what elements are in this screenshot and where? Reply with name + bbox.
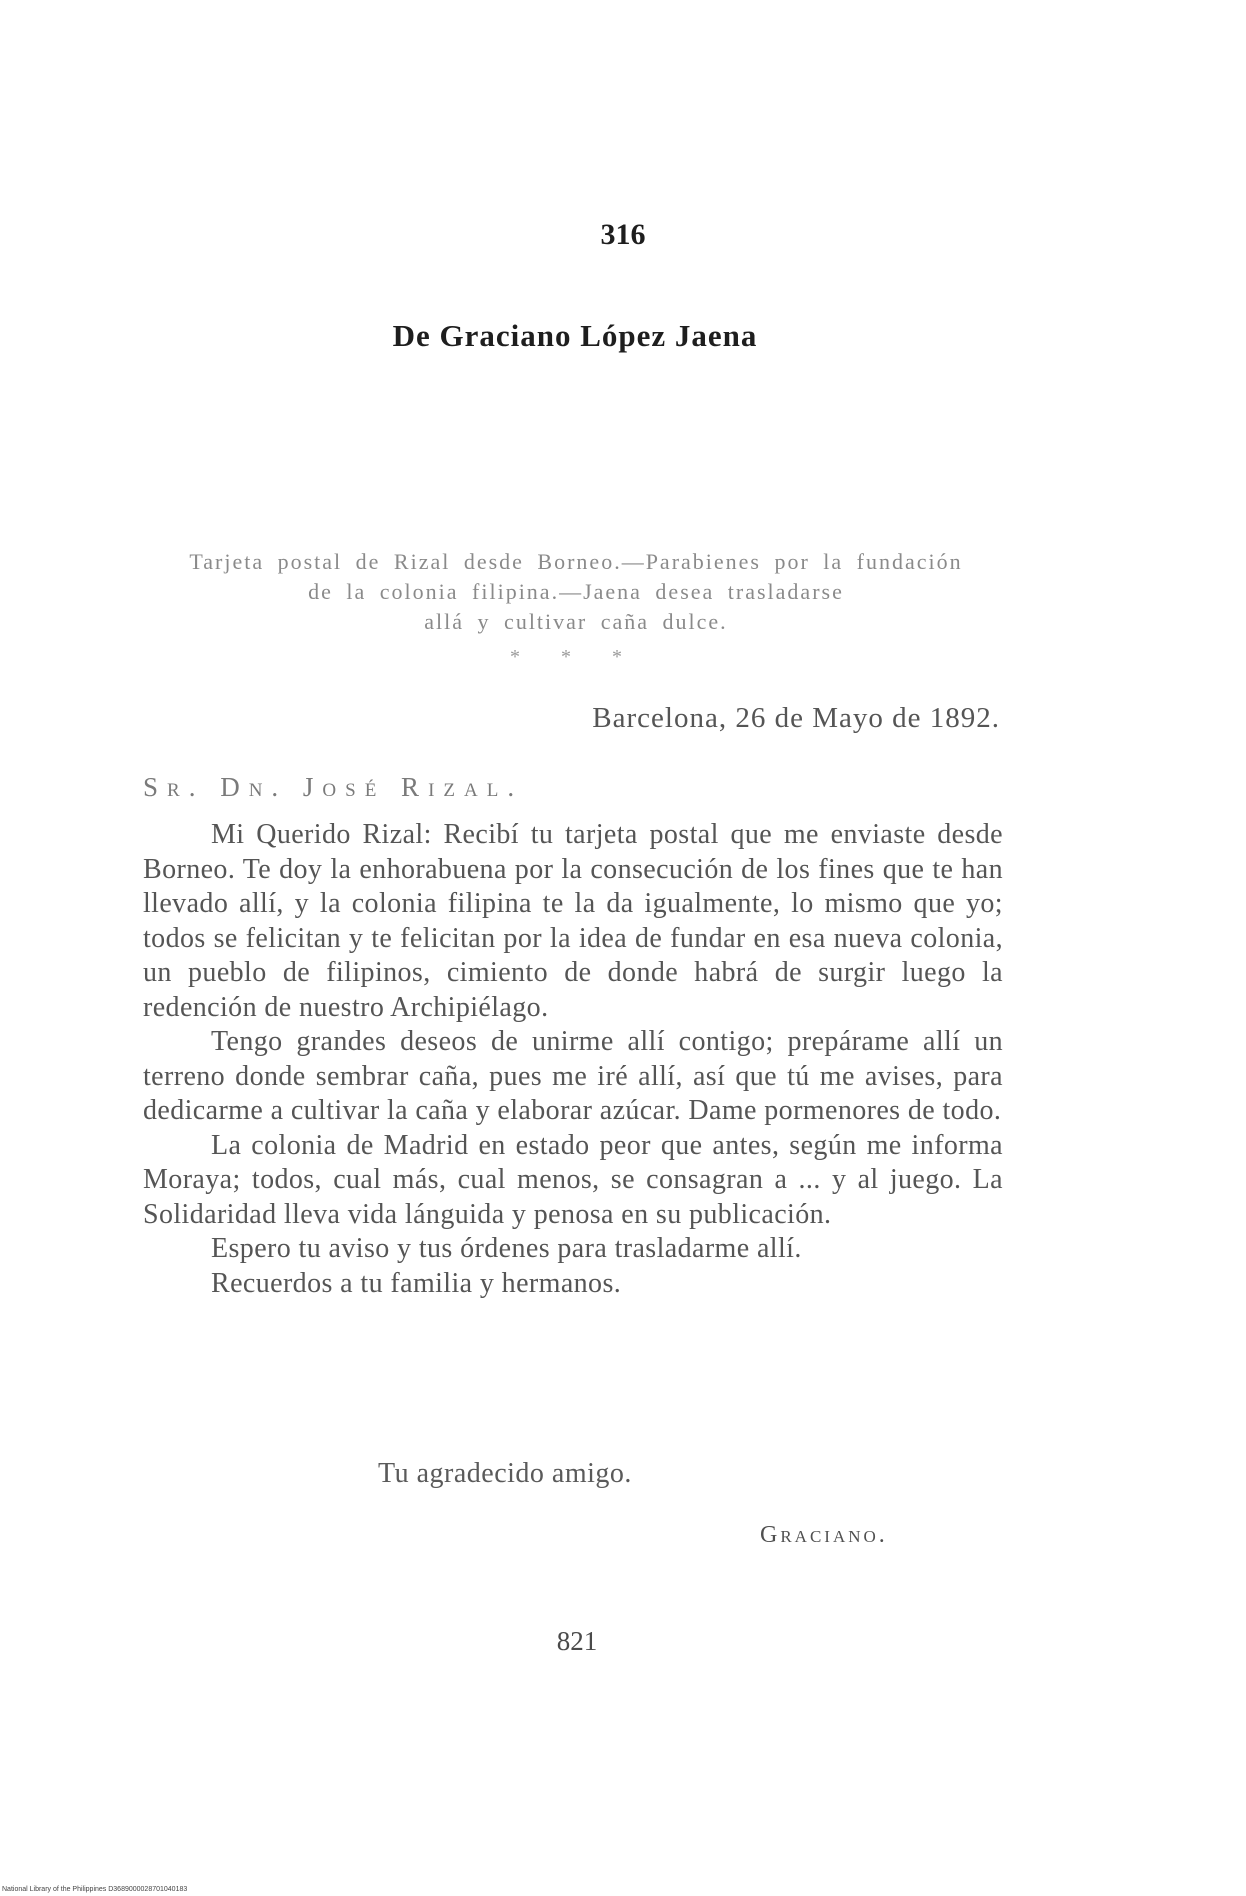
body-paragraph: Mi Querido Rizal: Recibí tu tarjeta postal que me enviaste desde Borneo. Te doy la enhorabuena por la consecución de los fines que te han llevado allí, y la colonia filipina te la da igualmente, lo mismo que yo; todos se felicitan y te felicitan por la idea de fundar en esa nueva colonia, un pueblo de filipinos, cimiento de donde habrá de surgir luego la redención de nuestro Archipiélago.: [143, 819, 1003, 1023]
body-paragraph: Espero tu aviso y tus órdenes para trasladarme allí.: [211, 1233, 802, 1264]
place-date: Barcelona, 26 de Mayo de 1892.: [592, 702, 1000, 734]
letter-title: De Graciano López Jaena: [392, 318, 758, 353]
letter-number: 316: [600, 218, 646, 251]
salutation: Sr. Dn. José Rizal.: [143, 772, 524, 802]
scan-credit: National Library of the Philippines D3689000028701040183: [2, 1886, 188, 1893]
summary-line: Tarjeta postal de Rizal desde Borneo.—Parabienes por la fundación: [189, 549, 963, 574]
page-number: 821: [556, 1626, 598, 1656]
closing: Tu agradecido amigo.: [378, 1458, 632, 1489]
signature: Graciano.: [760, 1522, 888, 1548]
section-separator: * * *: [510, 646, 640, 668]
body-paragraph: La colonia de Madrid en estado peor que antes, según me informa Moraya; todos, cual más, cual menos, se consagran a ... y al juego. La Solidaridad lleva vida lánguida y penosa en su publicación.: [143, 1129, 1003, 1230]
body-paragraph: Recuerdos a tu familia y hermanos.: [211, 1267, 622, 1299]
body-paragraph: Tengo grandes deseos de unirme allí contigo; prepárame allí un terreno donde sembrar caña, pues me iré allí, así que tú me avises, para dedicarme a cultivar la caña y elaborar azúcar. Dame pormenores de todo.: [143, 1026, 1003, 1126]
summary-line: allá y cultivar caña dulce.: [424, 609, 728, 634]
letter-summary: [150, 547, 1002, 637]
letter-body: [143, 818, 1003, 1301]
summary-line: de la colonia filipina.—Jaena desea trasladarse: [308, 579, 844, 604]
